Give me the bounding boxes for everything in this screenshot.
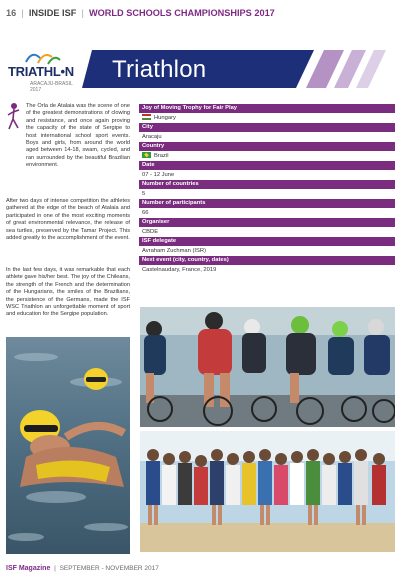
triathlon-logo [8,48,80,92]
countries-count-value: 5 [139,189,395,199]
delegate-label: ISF delegate [139,237,395,246]
page-header [6,6,275,20]
article-paragraph-2: After two days of intense competition the athletes gathered at the edge of the beach of Atalaia and participated in one of the most exciting moments of great environmental relevance, the release of sea turtles, preserved by the Tamar Project. This added greatly to the accomplishment of the event. [6,198,130,242]
banner-title: Triathlon [112,56,207,83]
delegate-value: Avraham Zuchman (ISR) [139,246,395,256]
magazine-name: ISF Magazine [6,565,51,572]
article-paragraph-1 [26,103,130,170]
athletes-group-illustration [140,431,395,552]
page-number: 16 [6,8,17,18]
page-footer [6,564,159,574]
article-paragraph-3: In the last few days, it was remarkable that each athlete gave his/her best. The joy of the Chileans, the strength of the French and the determination of the Hungarians, the smiles of the Brazilians, the persistence of the Germans, made the ISF WSC Triathlon an unforgettable moment of sport and education for the Sergipe population. [6,267,130,318]
header-title: WORLD SCHOOLS CHAMPIONSHIPS 2017 [88,8,275,18]
participants-value: 66 [139,208,395,218]
swimmer-photo [6,337,130,554]
fair-play-value [139,113,395,123]
brazil-flag-icon [142,152,151,158]
city-label: City [139,123,395,132]
issue-date: SEPTEMBER - NOVEMBER 2017 [59,565,159,572]
participants-label: Number of participants [139,199,395,208]
swimmer-illustration [6,337,130,554]
country-text: Brazil [154,153,169,159]
organiser-label: Organiser [139,218,395,227]
fair-play-label: Joy of Moving Trophy for Fair Play [139,104,395,113]
group-photo [140,431,395,552]
hungary-flag-icon [142,114,151,120]
header-separator: | [78,8,87,18]
logo-wordmark: TRIATHL•N [8,64,74,79]
event-info-table [139,104,395,275]
date-label: Date [139,161,395,170]
footer-separator: | [52,565,58,572]
country-label: Country [139,142,395,151]
organiser-value: CBDE [139,227,395,237]
section-name: INSIDE ISF [28,8,77,18]
title-banner [82,50,400,88]
date-value: 07 - 12 June [139,170,395,180]
runner-icon [6,102,22,132]
country-value [139,151,395,161]
fair-play-text: Hungary [154,115,176,121]
cycling-photo [140,307,395,427]
logo-subtitle: ARACAJU-BRASIL 2017 [30,81,73,93]
next-event-value: Castelnaudary, France, 2019 [139,265,395,275]
city-value: Aracaju [139,132,395,142]
header-separator: | [18,8,27,18]
cyclists-illustration [140,307,395,427]
countries-count-label: Number of countries [139,180,395,189]
next-event-label: Next event (city, country, dates) [139,256,395,265]
paragraph-1-text: The Orla de Atalaia was the scene of one of the greatest demonstrations of clowing and resistance, and once again proving the capacity of the state of Sergipe to host international school sport events. Boys and girls, from around the world aged between 14-18, swam, cycled, and ran surrounded by the beautiful Brazilian environment. [26,103,130,169]
